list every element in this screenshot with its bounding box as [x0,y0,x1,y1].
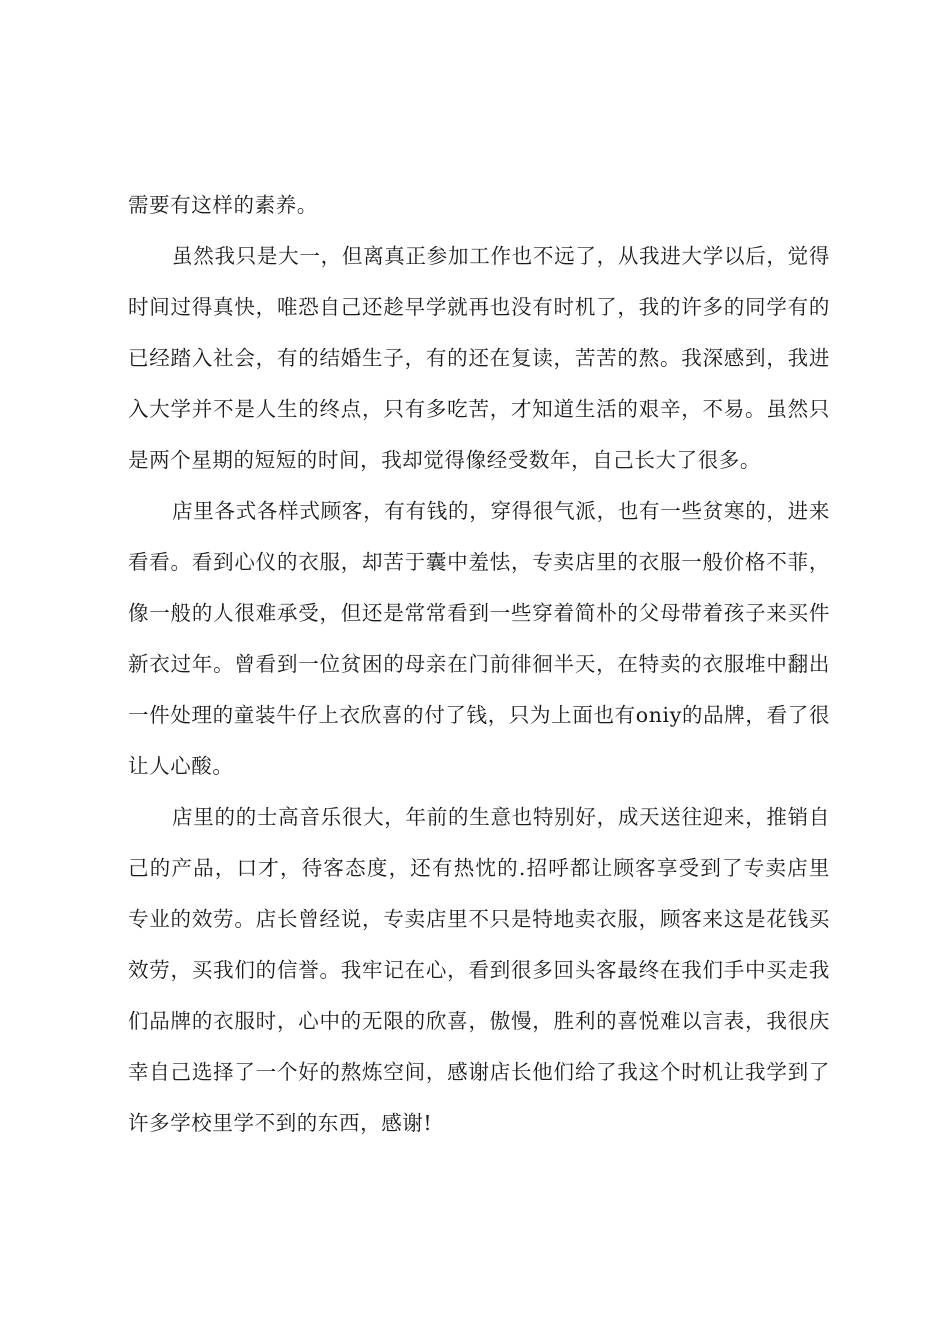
document-body [128,180,830,1149]
paragraph-2: 虽然我只是大一，但离真正参加工作也不远了，从我进大学以后，觉得时间过得真快，唯恐自己还趁早学就再也没有时机了，我的许多的同学有的已经踏入社会，有的结婚生子，有的还在复读，苦苦的熬。我深感到，我进入大学并不是人生的终点，只有多吃苦，才知道生活的艰辛，不易。虽然只是两个星期的短短的时间，我却觉得像经受数年，自己长大了很多。 [128,244,830,472]
paragraph-4: 店里的的士高音乐很大，年前的生意也特别好，成天送往迎来，推销自己的产品，口才，待客态度，还有热忱的.招呼都让顾客享受到了专卖店里专业的效劳。店长曾经说，专卖店里不只是特地卖衣服，顾客来这是花钱买效劳，买我们的信誉。我牢记在心，看到很多回头客最终在我们手中买走我们品牌的衣服时，心中的无限的欣喜，傲慢，胜利的喜悦难以言表，我很庆幸自己选择了一个好的熬炼空间，感谢店长他们给了我这个时机让我学到了许多学校里学不到的东西，感谢! [128,805,830,1135]
paragraph-1: 需要有这样的素养。 [128,193,318,217]
paragraph-3: 店里各式各样式顾客，有有钱的，穿得很气派，也有一些贫寒的，进来看看。看到心仪的衣服，却苦于囊中羞怯，专卖店里的衣服一般价格不菲，像一般的人很难承受，但还是常常看到一些穿着简朴的父母带着孩子来买件新衣过年。曾看到一位贫困的母亲在门前徘徊半天，在特卖的衣服堆中翻出一件处理的童装牛仔上衣欣喜的付了钱，只为上面也有oniy的品牌，看了很让人心酸。 [128,499,830,778]
